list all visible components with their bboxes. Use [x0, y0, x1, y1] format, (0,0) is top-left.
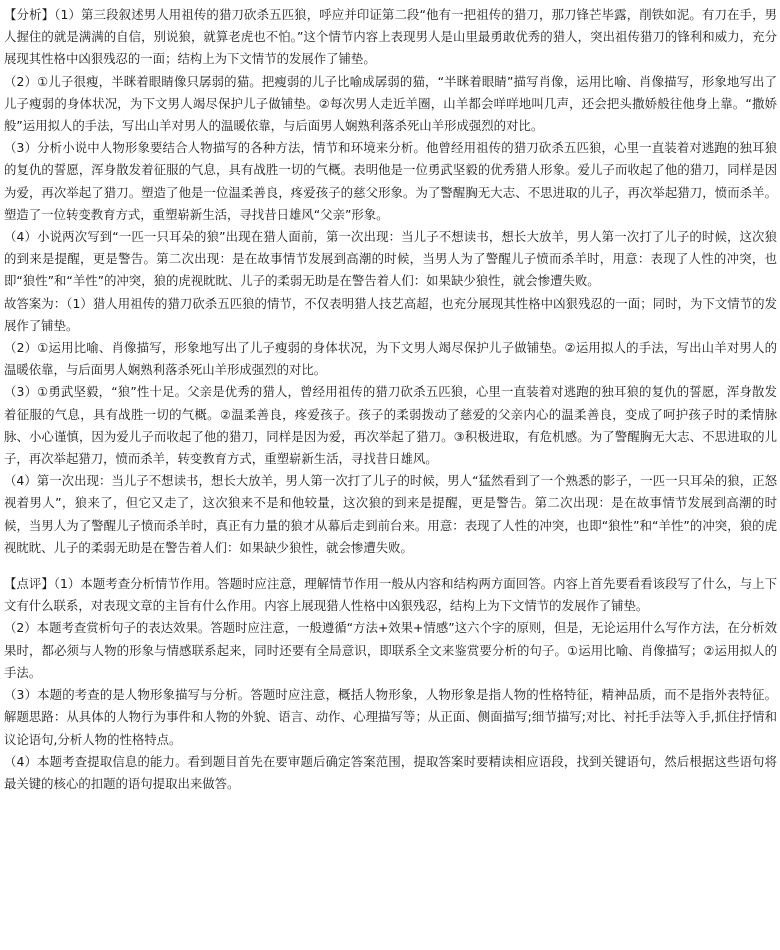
commentary-section [4, 573, 777, 795]
section-spacer [4, 559, 777, 573]
answer-paragraph-1: 故答案为：（1）猎人用祖传的猎刀砍杀五匹狼的情节，不仅表明猎人技艺高超，也充分展现其性格中凶狠残忍的一面；同时，为下文情节的发展作了铺垫。 [4, 295, 777, 333]
answer-paragraph-3: （3）①勇武坚毅，“狼”性十足。父亲是优秀的猎人，曾经用祖传的猎刀砍杀五匹狼，心里一直装着对逃跑的独耳狼的复仇的誓愿，浑身散发着征服的气息，具有战胜一切的气概。②温柔善良，疼爱孩子。孩子的柔弱拨动了慈爱的父亲内心的温柔善良，变成了呵护孩子时的柔情脉脉、小心谨慎，因为爱儿子而收起了他的猎刀，同样是因为爱，再次举起了猎刀。③积极进取，有危机感。为了警醒胸无大志、不思进取的儿子，再次举起猎刀，愤而杀羊，转变教育方式，重塑崭新生活，寻找昔日雄风。 [4, 384, 777, 467]
analysis-paragraph-4: （4）小说两次写到“一匹一只耳朵的狼”出现在猎人面前，第一次出现：当儿子不想读书，想长大放羊，男人第一次打了儿子的时候，这次狼的到来是提醒，更是警告。第二次出现：是在故事情节发展到高潮的时候，当男人为了警醒儿子愤而杀羊时，用意：表现了人性的冲突，也即“狼性”和“羊性”的冲突，狼的虎视眈眈、儿子的柔弱无助是在警告着人们：如果缺少狼性，就会惨遭失败。 [4, 229, 777, 289]
commentary-paragraph-1: 【点评】（1）本题考查分析情节作用。答题时应注意，理解情节作用一般从内容和结构两方面回答。内容上首先要看看该段写了什么，与上下文有什么联系，对表现文章的主旨有什么作用。内容上展现猎人性格中凶狠残忍，结构上为下文情节的发展作了铺垫。 [4, 576, 777, 614]
answer-paragraph-2: （2）①运用比喻、肖像描写，形象地写出了儿子瘦弱的身体状况，为下文男人竭尽保护儿子做铺垫。②运用拟人的手法，写出山羊对男人的温暖依靠，与后面男人娴熟利落杀死山羊形成强烈的对比。 [4, 340, 777, 378]
answer-paragraph-4: （4）第一次出现：当儿子不想读书，想长大放羊，男人第一次打了儿子的时候，男人“猛然看到了一个熟悉的影子，一匹一只耳朵的狼，正怒视着男人”，狼来了，但它又走了，这次狼来不是和他较量，这次狼的到来是提醒，更是警告。第二次出现：是在故事情节发展到高潮的时候，当男人为了警醒儿子愤而杀羊时，真正有力量的狼才从幕后走到前台来。用意：表现了人性的冲突，也即“狼性”和“羊性”的冲突，狼的虎视眈眈、儿子的柔弱无助是在警告着人们：如果缺少狼性，就会惨遭失败。 [4, 473, 777, 555]
commentary-paragraph-2: （2）本题考查赏析句子的表达效果。答题时应注意，一般遵循“方法+效果+情感”这六个字的原则，但是，无论运用什么写作方法，在分析效果时，都必须与人物的形象与情感联系起来，同时还要有全局意识，即联系全文来鉴赏要分析的句子。①运用比喻、肖像描写；②运用拟人的手法。 [4, 620, 777, 680]
analysis-paragraph-1: 【分析】（1）第三段叙述男人用祖传的猎刀砍杀五匹狼，呼应并印证第二段“他有一把祖传的猎刀，那刀锋芒毕露，削铁如泥。有刀在手，男人握住的就是满满的自信，别说狼，就算老虎也不怕。”这个情节内容上表现男人是山里最勇敢优秀的猎人，突出祖传猎刀的锋利和威力，充分展现其性格中凶狠残忍的一面；结构上为下文情节的发展作了铺垫。 [4, 7, 777, 67]
analysis-paragraph-3: （3）分析小说中人物形象要结合人物描写的各种方法，情节和环境来分析。他曾经用祖传的猎刀砍杀五匹狼，心里一直装着对逃跑的独耳狼的复仇的誓愿，浑身散发着征服的气息，具有战胜一切的气概。表明他是一位勇武坚毅的优秀猎人形象。爱儿子而收起了他的猎刀，同样是因为爱，再次举起了猎刀。塑造了他是一位温柔善良，疼爱孩子的慈父形象。为了警醒胸无大志、不思进取的儿子，再次举起猎刀，愤而杀羊。塑造了一位转变教育方式，重塑崭新生活，寻找昔日雄风“父亲”形象。 [4, 140, 777, 222]
commentary-paragraph-3: （3）本题的考查的是人物形象描写与分析。答题时应注意，概括人物形象，人物形象是指人物的性格特征，精神品质，而不是指外表特征。解题思路：从具体的人物行为事件和人物的外貌、语言、动作、心理描写等；从正面、侧面描写;细节描写;对比、衬托手法等入手,抓住抒情和议论语句,分析人物的性格特点。 [4, 687, 777, 747]
commentary-paragraph-4: （4）本题考查提取信息的能力。看到题目首先在要审题后确定答案范围，提取答案时要精读相应语段，找到关键语句，然后根据这些语句将最关键的核心的扣题的语句提取出来做答。 [4, 753, 777, 791]
analysis-paragraph-2: （2）①儿子很瘦，半眯着眼睛像只孱弱的猫。把瘦弱的儿子比喻成孱弱的猫，“半眯着眼睛”描写肖像，运用比喻、肖像描写，形象地写出了儿子瘦弱的身体状况，为下文男人竭尽保护儿子做铺垫。②每次男人走近羊圈，山羊都会咩咩地叫几声，还会把头撒娇般往他身上靠。“撒娇般”运用拟人的手法，写出山羊对男人的温暖依靠，与后面男人娴熟利落杀死山羊形成强烈的对比。 [4, 73, 777, 134]
analysis-section [4, 4, 777, 559]
